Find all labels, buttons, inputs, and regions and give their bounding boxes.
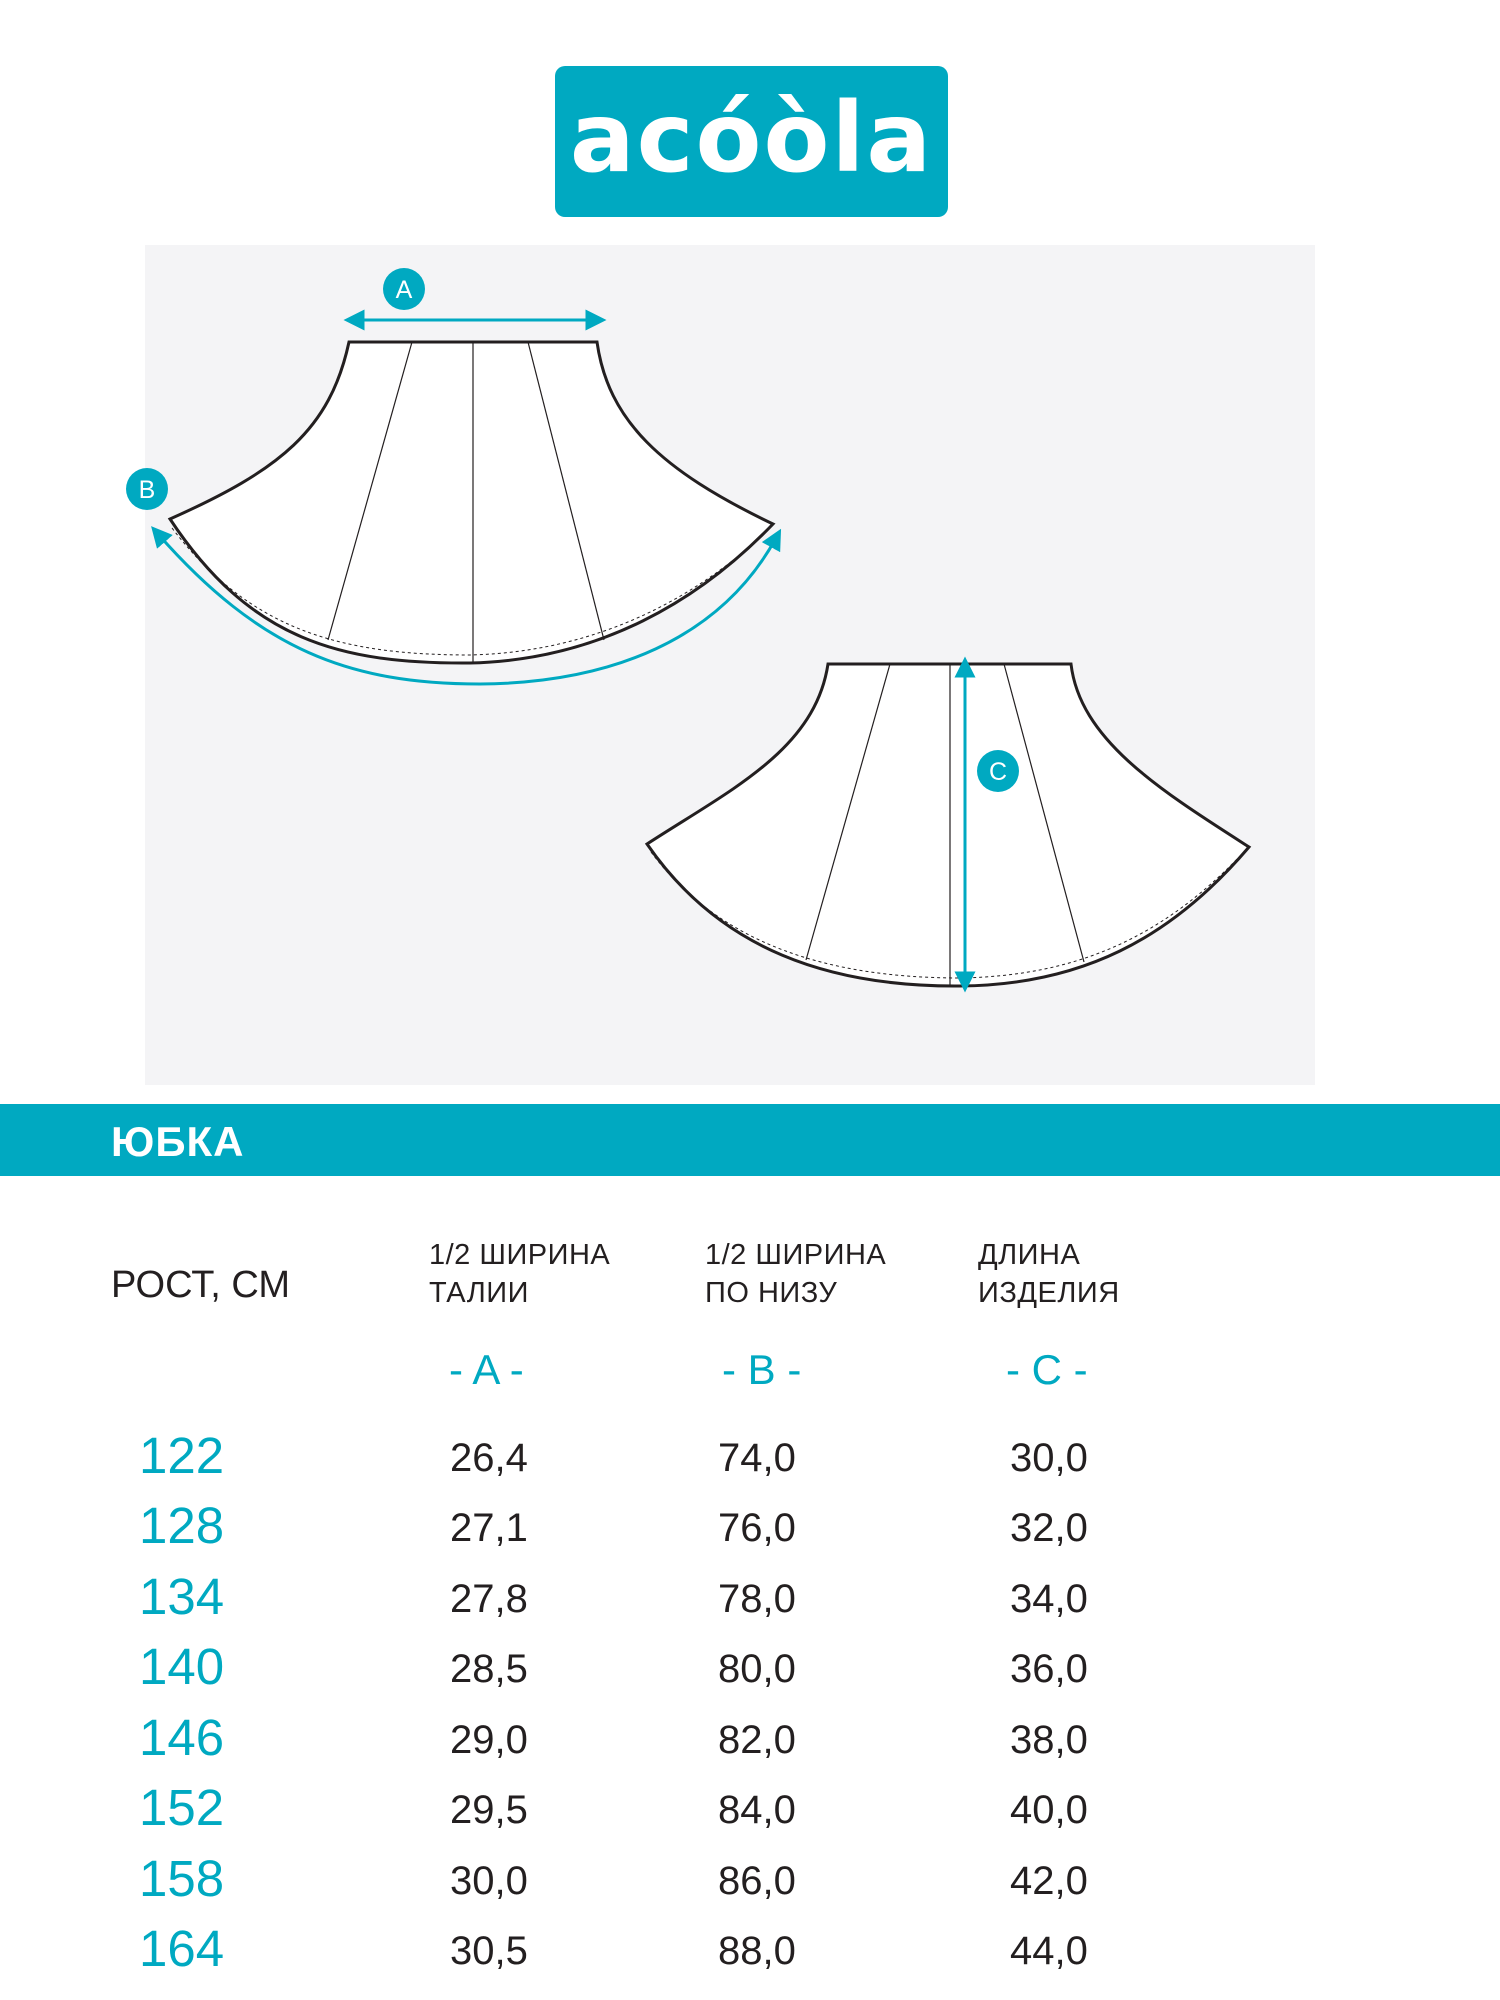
- header-hem-width: [705, 1236, 886, 1312]
- row-value-c: 42,0: [1010, 1859, 1088, 1903]
- column-letter-a: - A -: [449, 1346, 524, 1393]
- row-height: 146: [139, 1709, 225, 1766]
- row-value-b: 76,0: [718, 1506, 796, 1550]
- table-row: [0, 1568, 1500, 1641]
- header-b-line1: 1/2 ШИРИНА: [705, 1239, 887, 1271]
- table-row: [0, 1427, 1500, 1500]
- row-value-c: 34,0: [1010, 1577, 1088, 1621]
- row-value-a: 30,5: [450, 1929, 528, 1973]
- table-row: [0, 1779, 1500, 1852]
- row-height: 152: [139, 1779, 225, 1836]
- dimension-b-label: B: [138, 476, 156, 504]
- row-value-b: 82,0: [718, 1718, 796, 1762]
- section-band: [0, 1104, 1500, 1176]
- row-value-a: 27,8: [450, 1577, 528, 1621]
- header-b-line2: ПО НИЗУ: [705, 1277, 838, 1309]
- row-value-a: 27,1: [450, 1506, 528, 1550]
- dimension-c-label: C: [988, 758, 1008, 786]
- row-value-c: 30,0: [1010, 1436, 1088, 1480]
- column-letter-c: - C -: [1006, 1346, 1088, 1393]
- row-value-c: 38,0: [1010, 1718, 1088, 1762]
- header-a-line2: ТАЛИИ: [429, 1277, 529, 1309]
- skirt-side-view: [647, 664, 1249, 986]
- brand-logo-text: acóòla: [569, 81, 934, 194]
- row-value-b: 74,0: [718, 1436, 796, 1480]
- row-value-a: 26,4: [450, 1436, 528, 1480]
- row-value-b: 86,0: [718, 1859, 796, 1903]
- row-height: 128: [139, 1497, 225, 1554]
- header-length: [978, 1236, 1120, 1312]
- dimension-a-label: A: [395, 276, 413, 304]
- row-value-b: 88,0: [718, 1929, 796, 1973]
- row-height: 164: [139, 1920, 225, 1977]
- header-height: РОСТ, СМ: [111, 1264, 291, 1306]
- row-value-c: 32,0: [1010, 1506, 1088, 1550]
- header-waist-width: [429, 1236, 610, 1312]
- row-value-b: 78,0: [718, 1577, 796, 1621]
- row-value-b: 80,0: [718, 1647, 796, 1691]
- column-letter-b: - B -: [722, 1346, 802, 1393]
- section-title: ЮБКА: [111, 1118, 245, 1165]
- row-value-a: 30,0: [450, 1859, 528, 1903]
- header-a-line1: 1/2 ШИРИНА: [429, 1239, 611, 1271]
- table-row: [0, 1920, 1500, 1993]
- header-c-line2: ИЗДЕЛИЯ: [978, 1277, 1120, 1309]
- table-row: [0, 1638, 1500, 1711]
- row-height: 158: [139, 1850, 225, 1907]
- table-row: [0, 1850, 1500, 1923]
- row-value-a: 29,5: [450, 1788, 528, 1832]
- row-height: 122: [139, 1427, 225, 1484]
- row-value-c: 40,0: [1010, 1788, 1088, 1832]
- row-value-c: 44,0: [1010, 1929, 1088, 1973]
- row-value-c: 36,0: [1010, 1647, 1088, 1691]
- header-c-line1: ДЛИНА: [978, 1239, 1081, 1271]
- skirt-front-view: [170, 342, 773, 664]
- row-value-a: 28,5: [450, 1647, 528, 1691]
- table-row: [0, 1709, 1500, 1782]
- row-value-b: 84,0: [718, 1788, 796, 1832]
- row-value-a: 29,0: [450, 1718, 528, 1762]
- table-row: [0, 1497, 1500, 1570]
- row-height: 140: [139, 1638, 225, 1695]
- row-height: 134: [139, 1568, 225, 1625]
